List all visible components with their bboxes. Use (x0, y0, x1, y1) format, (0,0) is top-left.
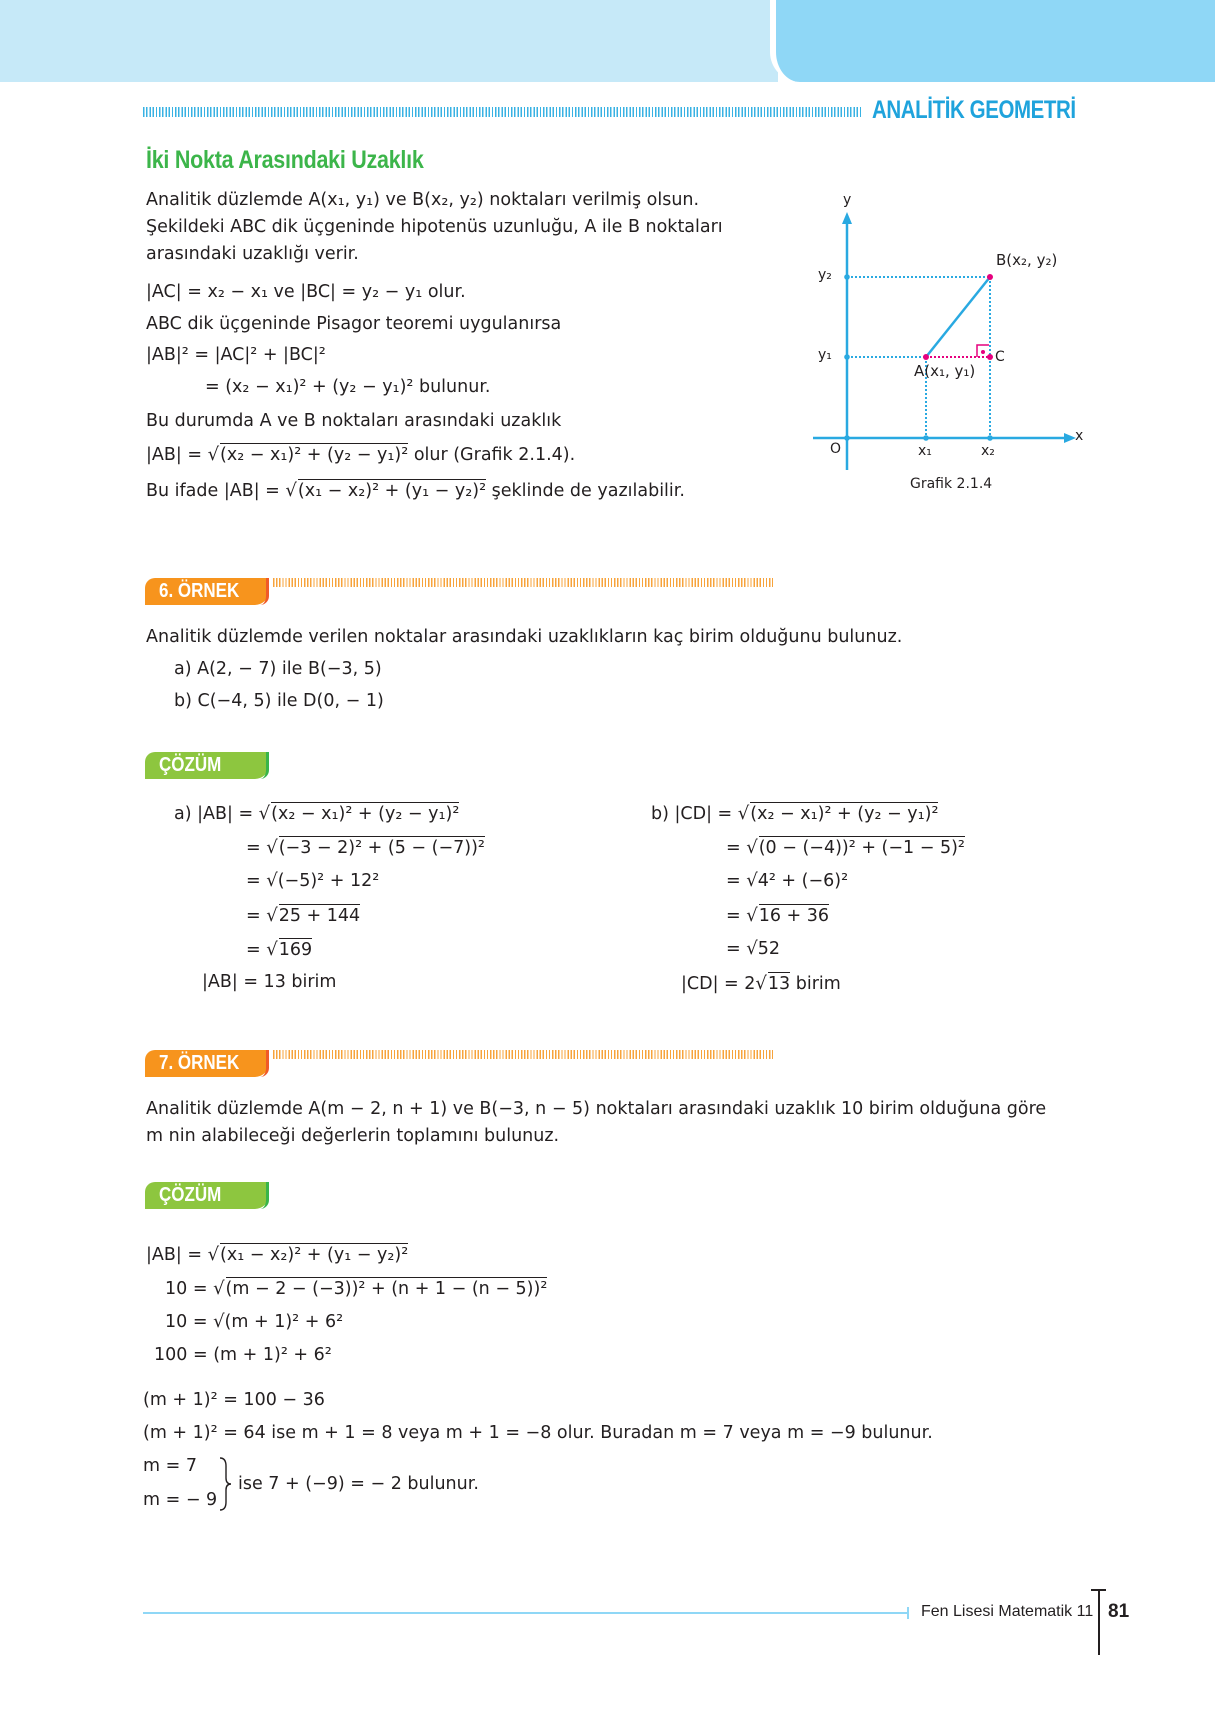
brace-result: ise 7 + (−9) = − 2 bulunur. (238, 1474, 479, 1494)
result-prefix: |CD| = 2 (681, 974, 756, 994)
point-a-label: A(x₁, y₁) (914, 362, 976, 380)
y-axis-label: y (843, 192, 852, 208)
solution-7-line-6: (m + 1)² = 64 ise m + 1 = 8 veya m + 1 = −8 olur. Buradan m = 7 veya m = −9 bulunur. (143, 1423, 933, 1443)
distance-formula (146, 443, 575, 466)
radicand: 4² + (−6)² (757, 871, 849, 891)
radicand: (−5)² + 12² (277, 871, 380, 891)
sqrt-icon: √ (207, 1244, 220, 1265)
example-6-tick-rule (273, 578, 773, 587)
solution-b-result (681, 972, 841, 995)
sqrt-icon: √ (258, 803, 271, 824)
header-band-dark (770, 0, 1215, 82)
pisagor-line: ABC dik üçgeninde Pisagor teoremi uygulanırsa (146, 314, 562, 334)
formula-rhs: şeklinde de yazılabilir. (486, 481, 685, 501)
page-marker-horizontal (1091, 1589, 1106, 1591)
sqrt-icon: √ (266, 905, 278, 926)
x2-label: x₂ (981, 443, 995, 459)
x1-label: x₁ (918, 443, 932, 459)
coordinate-graph (780, 180, 1100, 500)
example-6-part-a: a) A(2, − 7) ile B(−3, 5) (174, 659, 382, 679)
graph-caption: Grafik 2.1.4 (910, 476, 993, 492)
solution-b-line-1 (651, 802, 938, 825)
header-tick-rule (143, 107, 863, 117)
sqrt-icon: √ (746, 837, 758, 858)
sqrt-icon: √ (285, 480, 297, 501)
badge-label: 7. ÖRNEK (159, 1052, 240, 1074)
example-7-question-line-2: m nin alabileceği değerlerin toplamını bulunuz. (146, 1126, 560, 1146)
point-b-label: B(x₂, y₂) (996, 251, 1058, 269)
example-6-badge (145, 578, 269, 605)
footer-rule (143, 1612, 907, 1614)
sqrt-icon: √ (755, 973, 767, 994)
solution-6-badge (145, 752, 269, 779)
radicand: (m − 2 − (−3))² + (n + 1 − (n − 5))² (225, 1279, 548, 1299)
sqrt-icon: √ (266, 939, 278, 960)
equals: = (246, 838, 267, 858)
book-title: Fen Lisesi Matematik 11 (921, 1603, 1094, 1620)
example-7-badge (145, 1050, 269, 1077)
badge-label: ÇÖZÜM (159, 754, 222, 776)
radicand: (m + 1)² + 6² (224, 1312, 344, 1332)
page-marker-vertical (1098, 1589, 1100, 1655)
points-ab: A(x₁, y₁) ve B(x₂, y₂) (308, 190, 484, 210)
example-6-question: Analitik düzlemde verilen noktalar arasındaki uzaklıkların kaç birim olduğunu bulunuz. (146, 627, 903, 647)
radicand: (x₁ − x₂)² + (y₁ − y₂)² (220, 1245, 409, 1265)
x-axis-label: x (1075, 428, 1084, 444)
brace-bottom: m = − 9 (143, 1490, 218, 1510)
chapter-title: ANALİTİK GEOMETRİ (872, 96, 1076, 124)
y1-label: y₁ (818, 347, 832, 363)
sqrt-icon: √ (266, 870, 278, 891)
solution-b-line-4 (726, 904, 829, 927)
equals: = (246, 906, 267, 926)
equals: = (726, 838, 747, 858)
radicand: 25 + 144 (278, 906, 361, 926)
radicand: (x₂ − x₁)² + (y₂ − y₁)² (271, 804, 460, 824)
curly-brace-icon (218, 1456, 232, 1512)
intro-text-end: noktaları verilmiş olsun. (483, 190, 700, 210)
solution-7-badge (145, 1182, 269, 1209)
equals: = (726, 871, 747, 891)
solution-b-line-5 (726, 938, 780, 960)
sqrt-icon: √ (207, 444, 220, 465)
radicand: 169 (278, 940, 313, 960)
sqrt-icon: √ (746, 938, 758, 959)
solution-a-line-4 (246, 904, 360, 927)
radicand: (−3 − 2)² + (5 − (−7))² (278, 838, 485, 858)
solution-7-line-4: 100 = (m + 1)² + 6² (154, 1345, 332, 1365)
radicand: (x₂ − x₁)² + (y₂ − y₁)² (750, 804, 939, 824)
origin-label: O (830, 441, 842, 457)
radicand: 52 (757, 939, 780, 959)
example-6-part-b: b) C(−4, 5) ile D(0, − 1) (174, 691, 384, 711)
sqrt-icon: √ (266, 837, 278, 858)
example-7-tick-rule (273, 1050, 773, 1059)
solution-b-line-3 (726, 870, 848, 892)
intro-text: Analitik düzlemde (146, 190, 309, 210)
page-number: 81 (1108, 1601, 1130, 1622)
solution-a-line-1 (174, 802, 459, 825)
sqrt-icon: √ (746, 905, 758, 926)
formula-lhs: |AB| = (146, 445, 208, 465)
equals: = (246, 940, 267, 960)
ac-bc-line: |AC| = x₂ − x₁ ve |BC| = y₂ − y₁ olur. (146, 282, 466, 302)
bu-durumda-line: Bu durumda A ve B noktaları arasındaki uzaklık (146, 411, 562, 431)
point-c-label: C (995, 349, 1005, 365)
section-title: İki Nokta Arasındaki Uzaklık (146, 146, 424, 174)
equals: = (726, 906, 747, 926)
equation-ab-squared: |AB|² = |AC|² + |BC|² (146, 345, 326, 365)
solution-a-result: |AB| = 13 birim (202, 972, 337, 992)
formula-rhs: olur (Grafik 2.1.4). (408, 445, 576, 465)
header-band-light (0, 0, 760, 82)
sqrt-icon: √ (213, 1311, 225, 1332)
sqrt-icon: √ (746, 870, 758, 891)
equation-expanded: = (x₂ − x₁)² + (y₂ − y₁)² bulunur. (205, 377, 491, 397)
sqrt-icon: √ (737, 803, 750, 824)
lhs: 10 = (165, 1312, 214, 1332)
y2-label: y₂ (818, 267, 832, 283)
result-suffix: birim (790, 974, 841, 994)
sqrt-icon: √ (213, 1278, 225, 1299)
formula-lhs: Bu ifade |AB| = (146, 481, 286, 501)
solution-7-line-3 (165, 1311, 343, 1333)
radicand: 16 + 36 (758, 906, 830, 926)
solution-a-line-3 (246, 870, 379, 892)
badge-label: 6. ÖRNEK (159, 580, 240, 602)
badge-label: ÇÖZÜM (159, 1184, 222, 1206)
equals: = (726, 939, 747, 959)
formula-radicand: (x₂ − x₁)² + (y₂ − y₁)² (220, 445, 409, 465)
intro-line-3: arasındaki uzaklığı verir. (146, 244, 359, 264)
formula-radicand: (x₁ − x₂)² + (y₁ − y₂)² (297, 481, 487, 501)
example-7-question-line-1: Analitik düzlemde A(m − 2, n + 1) ve B(−3, n − 5) noktaları arasındaki uzaklık 10 birim olduğuna göre (146, 1099, 1047, 1119)
lhs: 10 = (165, 1279, 214, 1299)
solution-b-label: b) |CD| = (651, 804, 738, 824)
solution-a-label: a) |AB| = (174, 804, 259, 824)
solution-7-line-1 (146, 1243, 408, 1266)
solution-7-line-5: (m + 1)² = 100 − 36 (143, 1390, 325, 1410)
lhs: |AB| = (146, 1245, 208, 1265)
solution-7-line-2 (165, 1277, 547, 1300)
solution-a-line-2 (246, 836, 485, 859)
alt-distance-formula (146, 479, 685, 502)
equals: = (246, 871, 267, 891)
solution-b-line-2 (726, 836, 965, 859)
intro-line-1 (146, 190, 699, 211)
radicand: (0 − (−4))² + (−1 − 5)² (758, 838, 965, 858)
intro-line-2: Şekildeki ABC dik üçgeninde hipotenüs uzunluğu, A ile B noktaları (146, 217, 723, 237)
brace-top: m = 7 (143, 1456, 197, 1476)
solution-a-line-5 (246, 938, 312, 961)
radicand: 13 (767, 974, 791, 994)
footer-rule-cap (907, 1607, 909, 1619)
